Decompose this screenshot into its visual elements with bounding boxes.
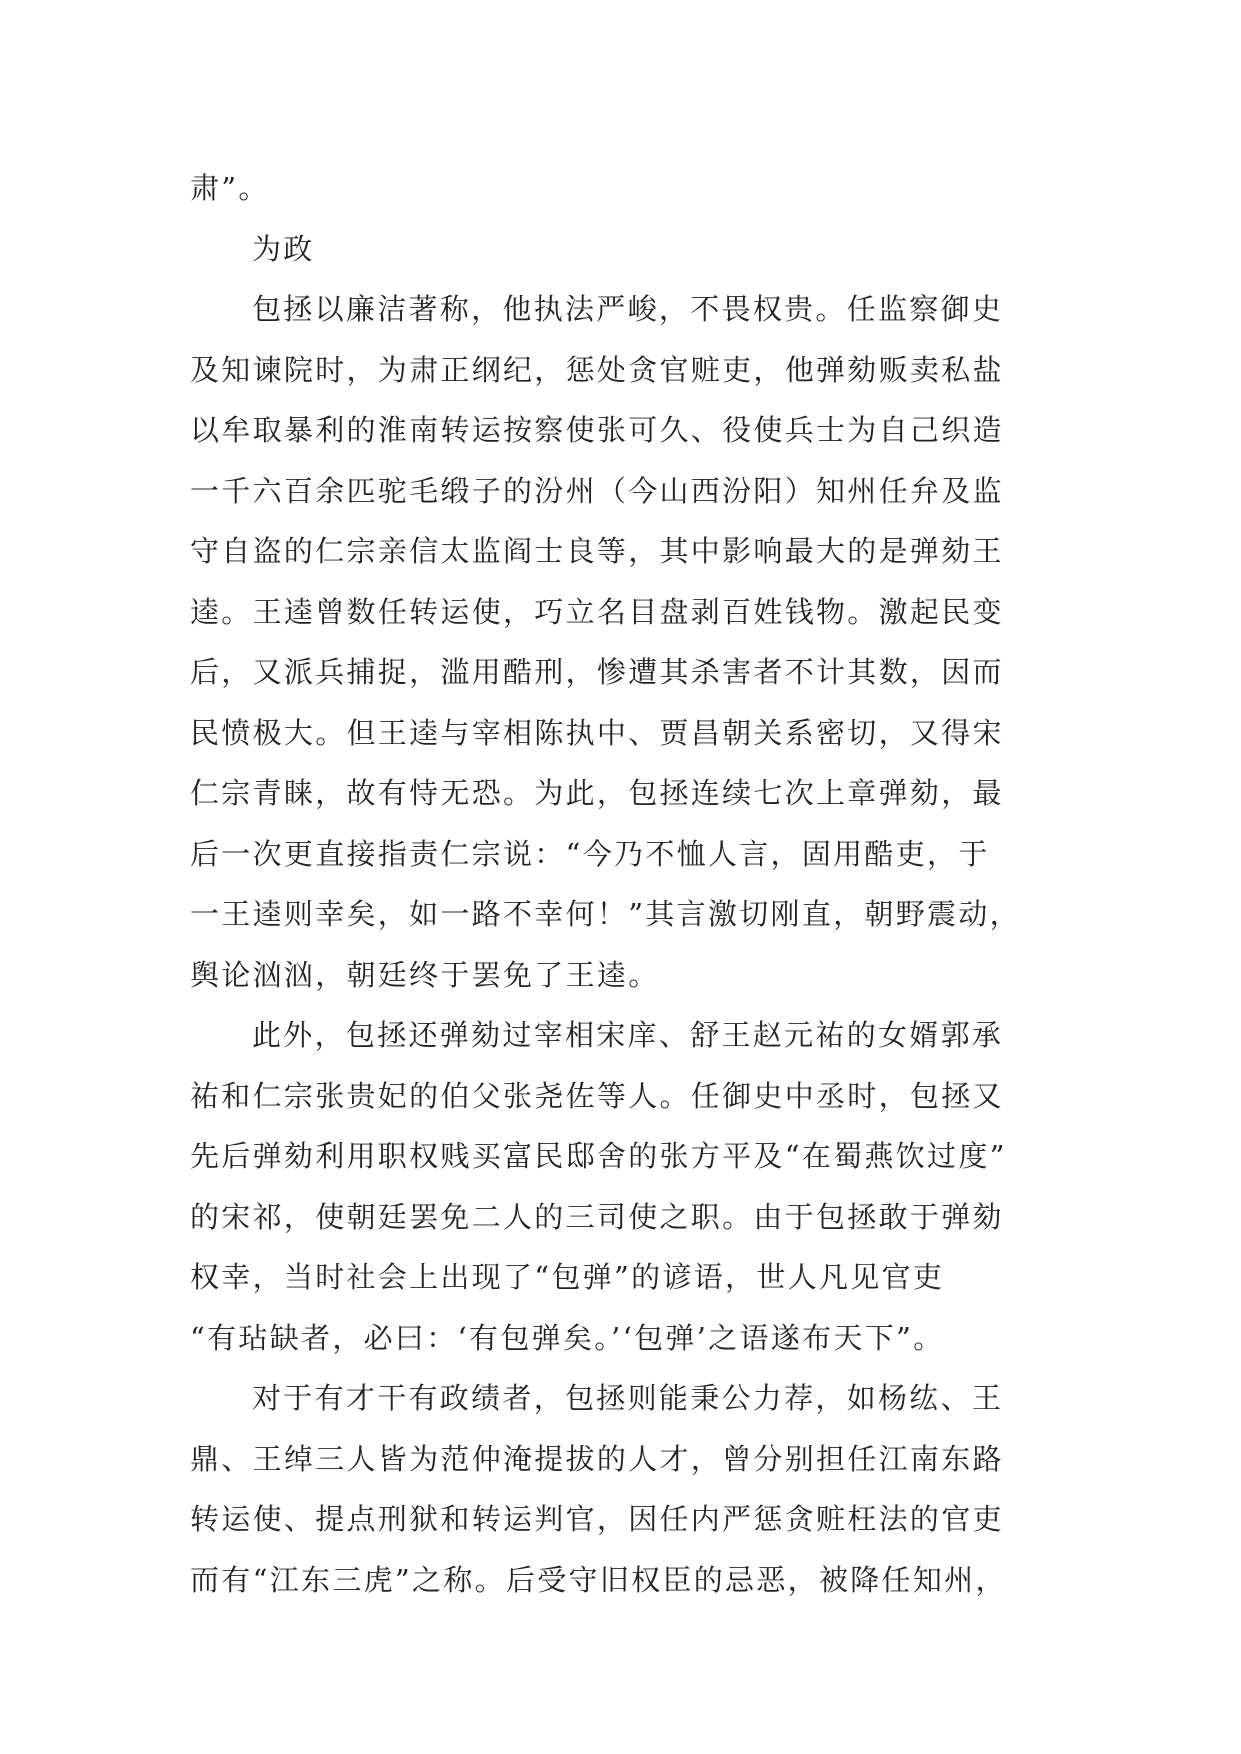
text-line: 逵。王逵曾数任转运使，巧立名目盘剥百姓钱物。激起民变 — [190, 594, 1004, 629]
text-line: 民愤极大。但王逵与宰相陈执中、贾昌朝关系密切，又得宋 — [190, 715, 1004, 750]
text-line: 祐和仁宗张贵妃的伯父张尧佐等人。任御史中丞时，包拯又 — [190, 1078, 1004, 1113]
text-line: 后一次更直接指责仁宗说：“今乃不恤人言，固用酷吏，于 — [190, 836, 990, 871]
text-line: 一千六百余匹驼毛缎子的汾州（今山西汾阳）知州任弁及监 — [190, 473, 1004, 508]
document-body — [190, 158, 1062, 1610]
text-line: 而有“江东三虎”之称。后受守旧权臣的忌恶，被降任知州， — [190, 1562, 1007, 1597]
text-line: 仁宗青睐，故有恃无恐。为此，包拯连续七次上章弹劾，最 — [190, 776, 1004, 810]
text-line: 先后弹劾利用职权贱买富民邸舍的张方平及“在蜀燕饮过度” — [190, 1139, 1007, 1173]
text-line: 后，又派兵捕捉，滥用酷刑，惨遭其杀害者不计其数，因而 — [190, 655, 1004, 689]
text-line: 鼎、王绰三人皆为范仲淹提拔的人才，曾分别担任江南东路 — [190, 1441, 1004, 1476]
text-line: 肃”。 — [190, 171, 270, 205]
text-line: 舆论汹汹，朝廷终于罢免了王逵。 — [190, 957, 660, 992]
text-line: 此外，包拯还弹劾过宰相宋庠、舒王赵元祐的女婿郭承 — [252, 1018, 1004, 1052]
text-line: 转运使、提点刑狱和转运判官，因任内严惩贪赃枉法的官吏 — [190, 1502, 1004, 1536]
text-line: 的宋祁，使朝廷罢免二人的三司使之职。由于包拯敢于弹劾 — [190, 1199, 1004, 1234]
text-line: 以牟取暴利的淮南转运按察使张可久、役使兵士为自己织造 — [190, 413, 1004, 447]
text-line: 守自盗的仁宗亲信太监阎士良等，其中影响最大的是弹劾王 — [190, 534, 1004, 568]
text-line: 权幸，当时社会上出现了“包弹”的谚语，世人凡见官吏 — [190, 1260, 945, 1294]
text-line: “有玷缺者，必曰：‘有包弹矣。’‘包弹’之语遂布天下”。 — [190, 1320, 945, 1355]
text-line: 包拯以廉洁著称，他执法严峻，不畏权贵。任监察御史 — [252, 292, 1004, 326]
text-line: 一王逵则幸矣，如一路不幸何！”其言激切刚直，朝野震动， — [190, 897, 1021, 931]
section-heading: 为政 — [252, 231, 315, 266]
text-line: 及知谏院时，为肃正纲纪，惩处贪官赃吏，他弹劾贩卖私盐 — [190, 352, 1004, 387]
text-line: 对于有才干有政绩者，包拯则能秉公力荐，如杨纮、王 — [252, 1381, 1004, 1415]
